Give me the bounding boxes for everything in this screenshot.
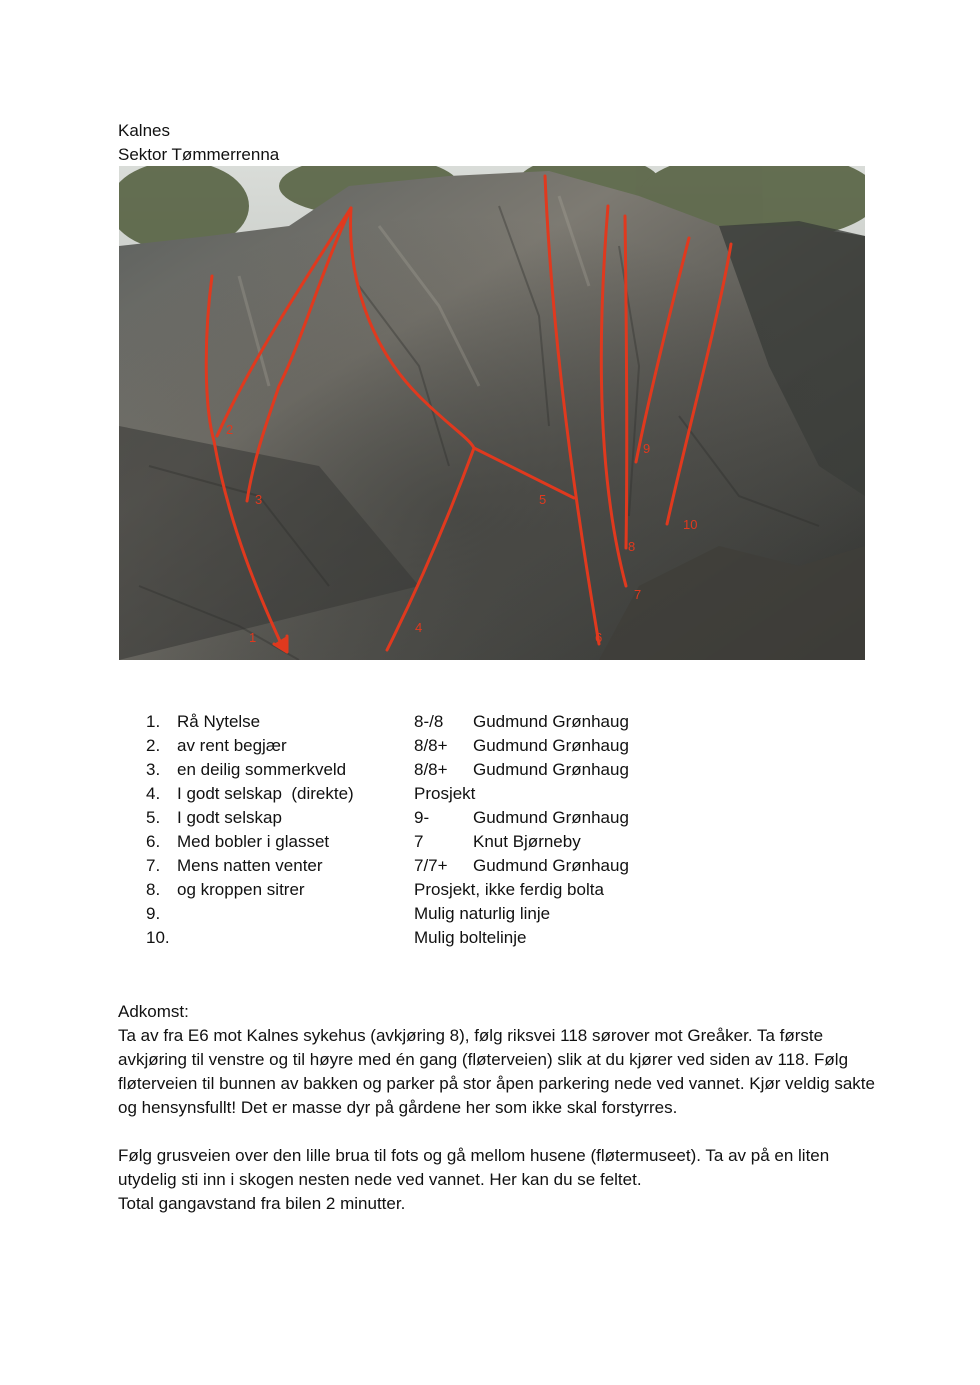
- route-number: 7.: [146, 856, 161, 875]
- route-name: I godt selskap: [177, 808, 282, 827]
- topo-label-7: 7: [634, 587, 642, 602]
- route-name: I godt selskap (direkte): [177, 784, 354, 803]
- route-grade: 8/8+: [414, 760, 448, 779]
- route-name: Mens natten venter: [177, 856, 323, 875]
- route-first-ascent: Gudmund Grønhaug: [473, 736, 629, 755]
- route-number: 5.: [146, 808, 161, 827]
- sector-name: Sektor Tømmerrenna: [118, 145, 280, 164]
- route-grade: Mulig boltelinje: [414, 928, 527, 947]
- route-grade: 9-: [414, 808, 430, 827]
- topo-label-3: 3: [255, 492, 263, 507]
- route-number: 4.: [146, 784, 161, 803]
- topo-label-10: 10: [683, 517, 698, 532]
- topo-label-8: 8: [628, 539, 636, 554]
- route-first-ascent: Knut Bjørneby: [473, 832, 581, 851]
- route-first-ascent: Gudmund Grønhaug: [473, 760, 629, 779]
- access-paragraph-2: Følg grusveien over den lille brua til fots og gå mellom husene (fløtermuseet). Ta av på en liten utydelig sti inn i skogen nesten nede ved vannet. Her kan du se feltet.: [118, 1146, 830, 1189]
- topo-label-6: 6: [595, 630, 603, 645]
- route-grade: Prosjekt: [414, 784, 476, 803]
- topo-label-5: 5: [539, 492, 547, 507]
- route-name: av rent begjær: [177, 736, 287, 755]
- topo-label-9: 9: [643, 441, 651, 456]
- route-name: Rå Nytelse: [177, 712, 261, 731]
- route-grade: Mulig naturlig linje: [414, 904, 551, 923]
- topo-label-4: 4: [415, 620, 423, 635]
- route-number: 6.: [146, 832, 161, 851]
- route-first-ascent: Gudmund Grønhaug: [473, 712, 629, 731]
- route-number: 1.: [146, 712, 161, 731]
- route-number: 10.: [146, 928, 170, 947]
- route-grade: 8-/8: [414, 712, 444, 731]
- route-number: 3.: [146, 760, 161, 779]
- route-number: 8.: [146, 880, 161, 899]
- route-first-ascent: Gudmund Grønhaug: [473, 856, 629, 875]
- route-first-ascent: Gudmund Grønhaug: [473, 808, 629, 827]
- route-name: en deilig sommerkveld: [177, 760, 347, 779]
- route-number: 9.: [146, 904, 161, 923]
- route-name: og kroppen sitrer: [177, 880, 305, 899]
- topo-label-2: 2: [226, 422, 234, 437]
- route-name: Med bobler i glasset: [177, 832, 330, 851]
- topo-label-1: 1: [249, 630, 257, 645]
- access-paragraph-1: Ta av fra E6 mot Kalnes sykehus (avkjøring 8), følg riksvei 118 sørover mot Greåker. Ta første avkjøring til venstre og til høyre med én gang (fløterveien) slik at du kjører ved siden av 118. Følg fløterveien til bunnen av bakken og parker på stor åpen parkering nede ved vannet. Kjør veldig sakte og hensynsfullt! Det er masse dyr på gårdene her som ikke skal forstyrres.: [118, 1026, 875, 1117]
- route-number: 2.: [146, 736, 161, 755]
- access-heading: Adkomst:: [118, 1002, 189, 1021]
- area-name: Kalnes: [118, 121, 170, 140]
- route-grade: Prosjekt, ikke ferdig bolta: [414, 880, 604, 899]
- route-grade: 8/8+: [414, 736, 448, 755]
- access-paragraph-3: Total gangavstand fra bilen 2 minutter.: [118, 1194, 406, 1213]
- route-grade: 7/7+: [414, 856, 448, 875]
- route-grade: 7: [414, 832, 424, 851]
- access-section: [118, 1000, 878, 1216]
